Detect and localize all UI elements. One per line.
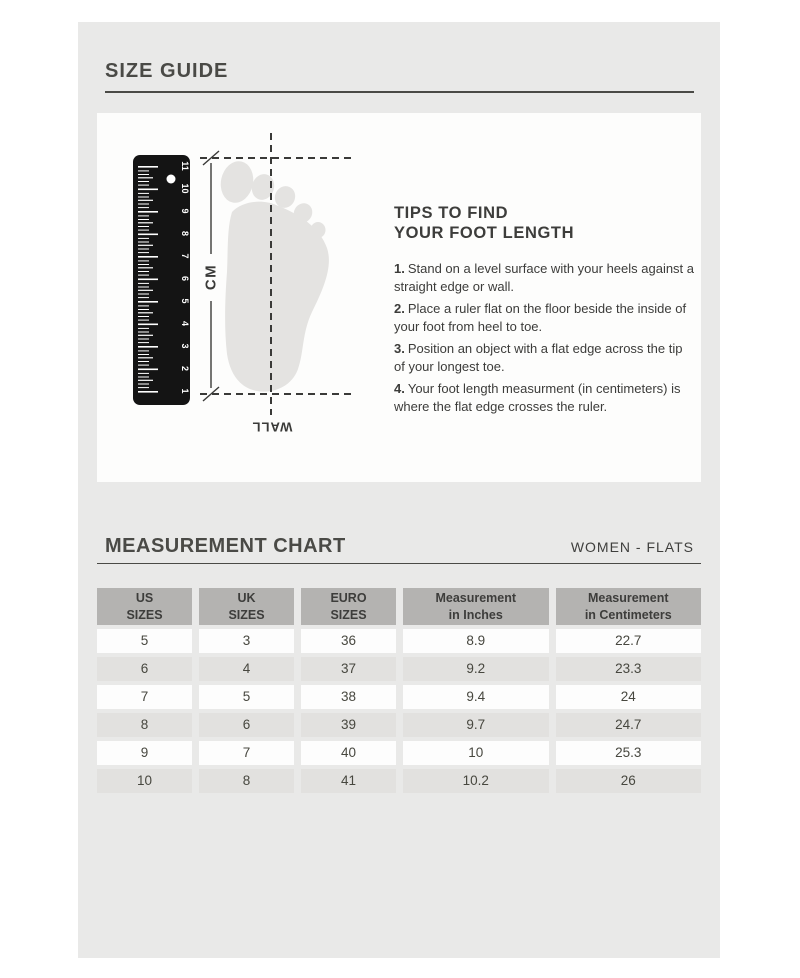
ruler-number: 11 bbox=[180, 161, 190, 171]
table-cell-centimeters: 24.7 bbox=[556, 713, 702, 737]
table-cell-uk: 5 bbox=[199, 685, 294, 709]
column-header-line: EURO bbox=[330, 590, 367, 605]
table-cell-us: 7 bbox=[97, 685, 192, 709]
ruler-number: 6 bbox=[180, 275, 190, 282]
ruler-number: 3 bbox=[180, 343, 190, 349]
table-cell-inches: 10 bbox=[403, 741, 549, 765]
table-cell-uk: 6 bbox=[199, 713, 294, 737]
table-cell-centimeters: 24 bbox=[556, 685, 702, 709]
tip-number: 1. bbox=[394, 261, 405, 276]
page-title: SIZE GUIDE bbox=[105, 60, 229, 82]
table-cell-inches: 9.4 bbox=[403, 685, 549, 709]
table-cell-euro: 36 bbox=[301, 629, 396, 653]
table-cell-uk: 4 bbox=[199, 657, 294, 681]
size-conversion-table bbox=[97, 588, 701, 793]
tip-text: Your foot length measurment (in centimeters) is where the flat edge crosses the ruler. bbox=[394, 380, 681, 414]
measurement-chart-header bbox=[105, 535, 694, 557]
tips-heading-line2: YOUR FOOT LENGTH bbox=[394, 224, 575, 242]
column-header-uk bbox=[199, 588, 294, 625]
ruler-number: 10 bbox=[180, 183, 190, 194]
chart-divider bbox=[97, 563, 701, 564]
table-cell-euro: 41 bbox=[301, 769, 396, 793]
tip-text: Place a ruler flat on the floor beside the inside of your foot from heel to toe. bbox=[394, 300, 687, 334]
tips-heading bbox=[394, 203, 696, 243]
table-cell-us: 8 bbox=[97, 713, 192, 737]
ruler-number: 4 bbox=[180, 320, 190, 327]
table-cell-euro: 40 bbox=[301, 741, 396, 765]
column-header-line: Measurement bbox=[435, 590, 517, 605]
tip-number: 2. bbox=[394, 300, 405, 316]
tip-item-4 bbox=[394, 380, 696, 416]
table-cell-centimeters: 23.3 bbox=[556, 657, 702, 681]
tip-item-3 bbox=[394, 340, 696, 376]
table-cell-uk: 3 bbox=[199, 629, 294, 653]
tip-text: Stand on a level surface with your heels against a straight edge or wall. bbox=[394, 261, 695, 294]
ruler-number: 1 bbox=[180, 388, 190, 394]
column-header-line: US bbox=[135, 590, 154, 605]
measurement-chart-title: MEASUREMENT CHART bbox=[105, 535, 346, 557]
table-cell-us: 9 bbox=[97, 741, 192, 765]
footprint-graphic bbox=[217, 158, 329, 391]
table-cell-us: 6 bbox=[97, 657, 192, 681]
column-header-us bbox=[97, 588, 192, 625]
ruler-number: 8 bbox=[180, 230, 190, 237]
column-header-line: UK bbox=[237, 590, 256, 605]
ruler-hole bbox=[167, 175, 176, 184]
table-cell-uk: 7 bbox=[199, 741, 294, 765]
table-cell-inches: 10.2 bbox=[403, 769, 549, 793]
column-header-inches bbox=[403, 588, 549, 625]
ruler-number: 7 bbox=[180, 253, 190, 259]
wall-label: WALL bbox=[251, 419, 293, 435]
cm-axis-label: CM bbox=[202, 263, 220, 291]
table-cell-centimeters: 22.7 bbox=[556, 629, 702, 653]
column-header-line: Measurement bbox=[587, 590, 669, 605]
tip-item-2 bbox=[394, 300, 696, 336]
column-header-line: SIZES bbox=[330, 607, 367, 622]
tip-item-1 bbox=[394, 260, 696, 296]
column-header-euro bbox=[301, 588, 396, 625]
tip-number: 4. bbox=[394, 380, 405, 396]
tips-heading-line1: TIPS TO FIND bbox=[394, 204, 509, 222]
ruler-number: 2 bbox=[180, 365, 190, 372]
table-cell-uk: 8 bbox=[199, 769, 294, 793]
column-header-line: SIZES bbox=[126, 607, 163, 622]
table-cell-euro: 39 bbox=[301, 713, 396, 737]
tips-section bbox=[394, 203, 696, 420]
tip-text: Position an object with a flat edge across the tip of your longest toe. bbox=[394, 340, 683, 374]
table-cell-inches: 9.2 bbox=[403, 657, 549, 681]
table-cell-inches: 9.7 bbox=[403, 713, 549, 737]
column-header-line: in Centimeters bbox=[584, 607, 672, 622]
table-cell-centimeters: 25.3 bbox=[556, 741, 702, 765]
tip-number: 3. bbox=[394, 340, 405, 356]
table-cell-inches: 8.9 bbox=[403, 629, 549, 653]
ruler-number: 9 bbox=[180, 208, 190, 214]
ruler-graphic bbox=[133, 155, 190, 405]
table-cell-us: 5 bbox=[97, 629, 192, 653]
foot-measurement-illustration bbox=[117, 128, 397, 458]
ruler-number: 5 bbox=[180, 298, 190, 304]
column-header-line: in Inches bbox=[448, 607, 503, 622]
table-cell-euro: 37 bbox=[301, 657, 396, 681]
table-cell-centimeters: 26 bbox=[556, 769, 702, 793]
chart-category-label: WOMEN - FLATS bbox=[570, 539, 694, 555]
table-cell-us: 10 bbox=[97, 769, 192, 793]
title-divider bbox=[105, 91, 694, 93]
table-cell-euro: 38 bbox=[301, 685, 396, 709]
size-guide-card bbox=[78, 22, 720, 958]
column-header-centimeters bbox=[556, 588, 702, 625]
size-guide-header bbox=[105, 22, 694, 93]
measuring-instructions-panel bbox=[97, 113, 701, 482]
column-header-line: SIZES bbox=[228, 607, 265, 622]
